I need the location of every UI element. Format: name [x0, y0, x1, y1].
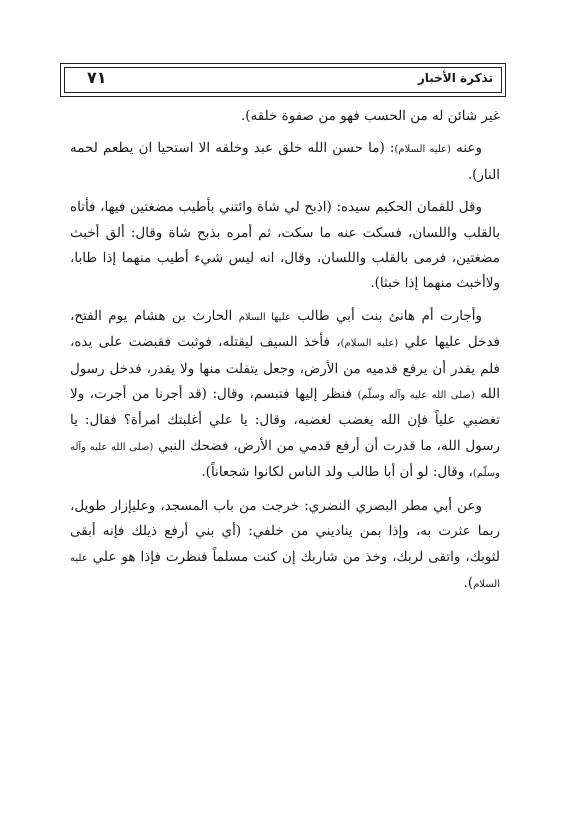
paragraph-text: وعن أبي مطر البصري النضري: خرجت من باب المسجد، وعليإزار طويل، ربما عثرت به، وإذا بمن يناديني من خلفي: (أي بني أرفع ذيلك فإنه أبقى لثوبك، واتقى لربك، وخذ من شاربك إن كنت مسلماً فنظرت فإذا هو علي [70, 497, 500, 565]
paragraph-text: : (ما حسن الله خلق عبد وخلقه الا استحيا ان يطعم لحمه النار). [70, 140, 500, 183]
paragraph-text: الحارث بن هشام يوم الفتح، فدخل عليها علي [70, 307, 500, 351]
honorific-text: (صلى الله عليه وآله وسلّم) [357, 390, 475, 402]
page-number: ٧١ [87, 68, 107, 87]
paragraph-text: ، فأخذ السيف ليقتله، فوثبت فقبضت على يده، فلم يقدر أن يرفع قدميه من الأرض، وجعل يتفلت منها ولا يقدر، فدخل رسول الله [70, 334, 500, 403]
paragraph [70, 136, 500, 188]
honorific-text: عليه السلام [70, 552, 500, 590]
honorific-text: عليها السلام [238, 311, 291, 323]
paragraph-text: ). [463, 574, 474, 591]
paragraph-text: ، وقال: لو أن أبا طالب ولد الناس لكانوا شجعاناً). [201, 464, 473, 481]
main-text [70, 104, 500, 604]
paragraph [70, 304, 500, 487]
paragraph-text: وقل للقمان الحكيم سيده: (اذبح لي شاة وائتني بأطيب مضغتين فيها، فأتاه بالقلب واللسان، فسكت عنه ما سكت، ثم أمره بذبح شاة وقال: ألق أخبث مضغتين، فرمى بالقلب واللسان، وقال، انه ليس شيء أطيب منهما إذا طابا، ولاأخبث منهما إذا خبثا). [70, 199, 500, 292]
paragraph-text: فنظر إليها فتبسم، وقال: (قد أجرنا من أجرت، ولا تغضبي علياً فإن الله يغضب لغضبه، وقال: يا علي أغلبتك امرأة؟ فقال: يا رسول الله، ما قدرت أن أرفع قدمي من الأرض، فضحك النبي [70, 386, 500, 454]
honorific-text: (صلى الله عليه وآله وسلّم) [70, 441, 500, 480]
paragraph-text: وأجارت أم هانئ بنت أبي طالب [290, 307, 482, 324]
paragraph [70, 494, 500, 598]
paragraph-text: وعنه [450, 140, 482, 157]
paragraph [70, 195, 500, 297]
paragraph [70, 104, 500, 129]
honorific-text: (عليه السلام) [394, 144, 451, 156]
paragraph-text: غير شائن له من الحسب فهو من صفوة خلقه). [240, 108, 500, 124]
page-header [60, 63, 506, 97]
honorific-text: (عليه السلام) [340, 338, 399, 350]
running-title: تذكرة الأخبار [417, 71, 493, 85]
